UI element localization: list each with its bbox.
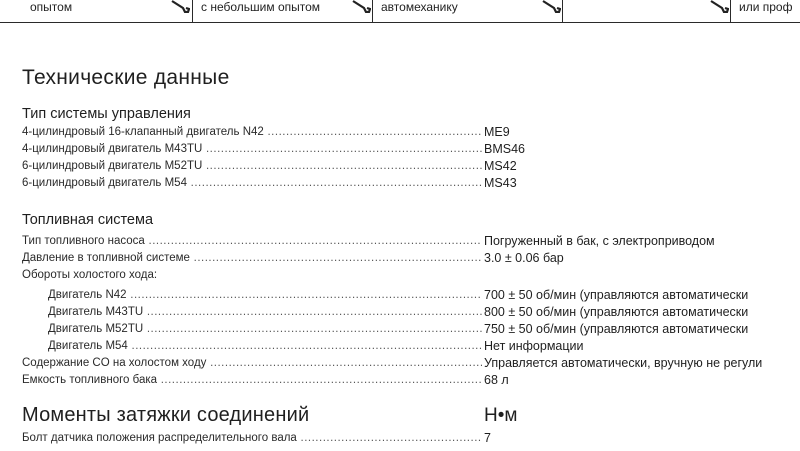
wrench-icon bbox=[541, 0, 561, 13]
spec-label: 6-цилиндровый двигатель M52TU ..... bbox=[22, 159, 482, 174]
spec-row bbox=[22, 268, 800, 283]
spec-value: 68 л bbox=[484, 373, 509, 387]
spec-row bbox=[22, 142, 800, 157]
banner-cell-1 bbox=[0, 0, 192, 22]
spec-row bbox=[22, 322, 800, 337]
spec-value: MS42 bbox=[484, 159, 517, 173]
torque-unit: Н•м bbox=[484, 405, 518, 426]
spec-label: Двигатель N42 ..... bbox=[48, 288, 482, 303]
spec-value: Нет информации bbox=[484, 339, 584, 353]
spec-label: 6-цилиндровый двигатель M54 ..... bbox=[22, 176, 482, 191]
wrench-icon bbox=[170, 0, 190, 13]
top-banner bbox=[0, 0, 800, 23]
spec-value: 3.0 ± 0.06 бар bbox=[484, 251, 564, 265]
section-heading-fuel: Топливная система bbox=[22, 212, 154, 228]
spec-label: 4-цилиндровый 16-клапанный двигатель N42 ..... bbox=[22, 125, 482, 140]
section-heading-torque: Моменты затяжки соединений bbox=[22, 404, 310, 426]
spec-row bbox=[22, 159, 800, 174]
spec-row bbox=[22, 356, 800, 371]
banner-cell-text: автомеханику bbox=[381, 0, 458, 14]
spec-label: Емкость топливного бака ..... bbox=[22, 373, 482, 388]
spec-label: Двигатель M52TU ..... bbox=[48, 322, 482, 337]
spec-row bbox=[22, 176, 800, 191]
banner-cell-text: или проф bbox=[739, 0, 793, 14]
spec-label: 4-цилиндровый двигатель M43TU ..... bbox=[22, 142, 482, 157]
spec-value: 7 bbox=[484, 431, 491, 445]
spec-value: 750 ± 50 об/мин (управляются автоматически bbox=[484, 322, 749, 336]
spec-row bbox=[22, 234, 800, 249]
spec-value: Погруженный в бак, с электроприводом bbox=[484, 234, 715, 248]
spec-label: Двигатель M54 ..... bbox=[48, 339, 482, 354]
banner-cell-text: опытом bbox=[30, 0, 73, 14]
banner-cell-2 bbox=[192, 0, 373, 22]
banner-cell-3 bbox=[372, 0, 563, 22]
spec-row bbox=[22, 373, 800, 388]
spec-label: Давление в топливной системе ..... bbox=[22, 251, 482, 266]
spec-row bbox=[22, 251, 800, 266]
banner-cell-4 bbox=[562, 0, 731, 22]
spec-row bbox=[22, 339, 800, 354]
spec-value: ME9 bbox=[484, 125, 510, 139]
spec-label: Двигатель M43TU ..... bbox=[48, 305, 482, 320]
spec-label: Болт датчика положения распределительного вала ..... bbox=[22, 431, 482, 446]
wrench-icon bbox=[709, 0, 729, 13]
page-title: Технические данные bbox=[22, 66, 230, 89]
spec-value: MS43 bbox=[484, 176, 517, 190]
wrench-icon bbox=[351, 0, 371, 13]
banner-cell-text: с небольшим опытом bbox=[201, 0, 321, 14]
banner-cell-5 bbox=[730, 0, 800, 22]
spec-label: Содержание CO на холостом ходу ..... bbox=[22, 356, 482, 371]
spec-row bbox=[22, 305, 800, 320]
spec-label: Обороты холостого хода: bbox=[22, 269, 158, 281]
spec-row bbox=[22, 125, 800, 140]
section-heading-control: Тип системы управления bbox=[22, 106, 191, 122]
spec-value: Управляется автоматически, вручную не регули bbox=[484, 356, 763, 370]
spec-value: BMS46 bbox=[484, 142, 525, 156]
spec-row bbox=[22, 431, 800, 446]
spec-value: 800 ± 50 об/мин (управляются автоматически bbox=[484, 305, 749, 319]
spec-label: Тип топливного насоса ..... bbox=[22, 234, 482, 249]
spec-row bbox=[22, 288, 800, 303]
spec-value: 700 ± 50 об/мин (управляются автоматически bbox=[484, 288, 749, 302]
